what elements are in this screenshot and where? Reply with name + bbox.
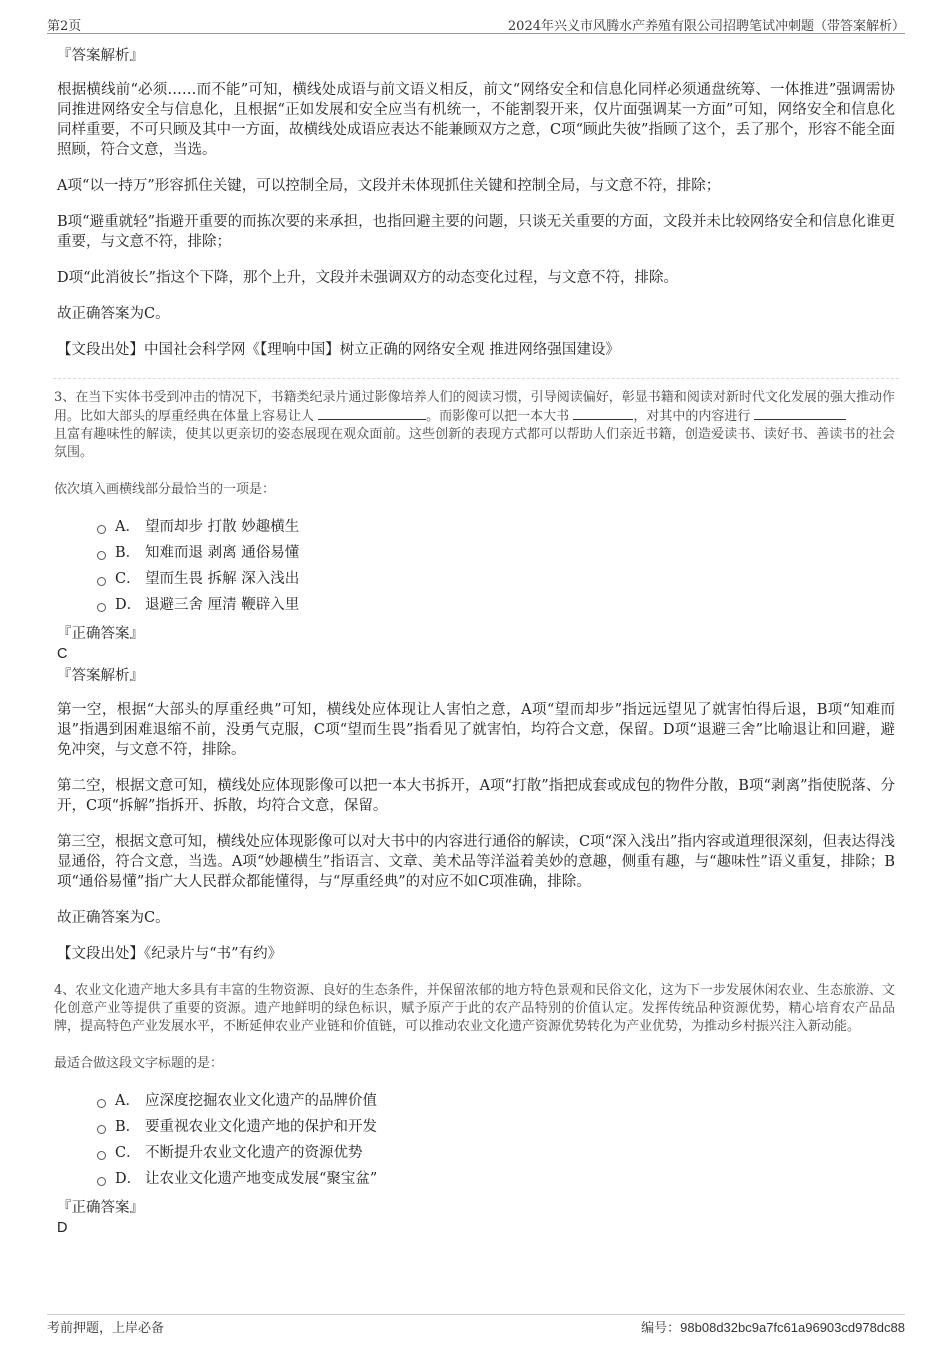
document-code: 编号：98b08d32bc9a7fc61a96903cd978dc88 bbox=[641, 1320, 905, 1336]
fill-blank-3 bbox=[754, 407, 846, 420]
question-4-prompt: 最适合做这段文字标题的是： bbox=[54, 1056, 224, 1071]
answer-analysis-label: 『答案解析』 bbox=[57, 48, 144, 64]
radio-icon[interactable] bbox=[97, 1125, 106, 1134]
question-3-text: 3、在当下实体书受到冲击的情况下，书籍类纪录片通过影像培养人们的阅读习惯，引导阅读偏好，彰显书籍和阅读对新时代文化发展的强大推动作用。比如大部头的厚重经典在体量上容易让人 。而影像可以把一本大书 ，对其中的内容进行 且富有趣味性的解读，使其以更亲切的姿态展现在观众面前。这些创新的表现方式都可以帮助人们亲近书籍，创造爱读书、读好书、善读书的社会氛围。 bbox=[54, 390, 895, 460]
analysis-paragraph: 第二空，根据文意可知，横线处应体现影像可以把一本大书拆开，A项“打散”指把成套或成包的物件分散，B项“剥离”指使脱落、分开，C项“拆解”指拆开、拆散，均符合文意，保留。 bbox=[57, 778, 895, 814]
footer-slogan: 考前押题，上岸必备 bbox=[47, 1321, 165, 1336]
option-b[interactable]: B． 知难而退 剥离 通俗易懂 bbox=[97, 540, 895, 566]
page-footer bbox=[47, 1314, 905, 1338]
radio-icon[interactable] bbox=[97, 1177, 106, 1186]
analysis-paragraph: B项“避重就轻”指避开重要的而拣次要的来承担，也指回避主要的问题，只谈无关重要的方面，文段并未比较网络安全和信息化谁更重要，与文意不符，排除； bbox=[57, 214, 895, 250]
question-3-prompt: 依次填入画横线部分最恰当的一项是： bbox=[54, 482, 276, 497]
analysis-paragraph: 第三空，根据文意可知，横线处应体现影像可以对大书中的内容进行通俗的解读，C项“深入浅出”指内容或道理很深刻，但表达得浅显通俗，符合文意，当选。A项“妙趣横生”指语言、文章、美术品等洋溢着美妙的意趣，侧重有趣，与“趣味性”语义重复，排除；B项“通俗易懂”指广大人民群众都能懂得，与“厚重经典”的对应不如C项准确，排除。 bbox=[57, 834, 895, 890]
option-b[interactable]: B． 要重视农业文化遗产地的保护和开发 bbox=[97, 1114, 895, 1140]
page-header bbox=[47, 13, 905, 34]
analysis-conclusion: 故正确答案为C。 bbox=[57, 306, 170, 322]
question-divider bbox=[53, 378, 899, 379]
radio-icon[interactable] bbox=[97, 1151, 106, 1160]
passage-source: 【文段出处】中国社会科学网《【理响中国】树立正确的网络安全观 推进网络强国建设》 bbox=[57, 342, 620, 358]
option-c[interactable]: C． 不断提升农业文化遗产的资源优势 bbox=[97, 1140, 895, 1166]
page-number: 第2页 bbox=[47, 19, 82, 34]
option-a[interactable]: A． 望而却步 打散 妙趣横生 bbox=[97, 514, 895, 540]
correct-answer: D bbox=[57, 1220, 68, 1236]
question-4-text: 4、农业文化遗产地大多具有丰富的生物资源、良好的生态条件，并保留浓郁的地方特色景观和民俗文化，这为下一步发展休闲农业、生态旅游、文化创意产业等提供了重要的资源。遗产地鲜明的绿色标识，赋予原产于此的农产品特别的价值认定。发挥传统品种资源优势，精心培育农产品品牌，提高特色产业发展水平，不断延伸农业产业链和价值链，可以推动农业文化遗产资源优势转化为产业优势，为推动乡村振兴注入新动能。 bbox=[54, 983, 895, 1034]
radio-icon[interactable] bbox=[97, 577, 106, 586]
analysis-paragraph: A项“以一持万”形容抓住关键，可以控制全局，文段并未体现抓住关键和控制全局，与文意不符，排除； bbox=[57, 178, 721, 194]
option-c[interactable]: C． 望而生畏 拆解 深入浅出 bbox=[97, 566, 895, 592]
radio-icon[interactable] bbox=[97, 1099, 106, 1108]
fill-blank-1 bbox=[318, 407, 426, 420]
question-4-options bbox=[97, 1088, 895, 1192]
analysis-paragraph: D项“此消彼长”指这个下降，那个上升，文段并未强调双方的动态变化过程，与文意不符，排除。 bbox=[57, 270, 678, 286]
correct-answer-label: 『正确答案』 bbox=[57, 1200, 144, 1216]
page-content bbox=[54, 40, 895, 1240]
option-d[interactable]: D． 让农业文化遗产地变成发展“聚宝盆” bbox=[97, 1166, 895, 1192]
passage-source: 【文段出处】《纪录片与“书”有约》 bbox=[57, 946, 283, 962]
fill-blank-2 bbox=[573, 407, 633, 420]
analysis-paragraph: 第一空，根据“大部头的厚重经典”可知，横线处应体现让人害怕之意，A项“望而却步”指远远望见了就害怕得后退，B项“知难而退”指遇到困难退缩不前，没勇气克服，C项“望而生畏”指看见了就害怕，均符合文意，保留。D项“退避三舍”比喻退让和回避，避免冲突，与文意不符，排除。 bbox=[57, 702, 895, 758]
question-3-options bbox=[97, 514, 895, 618]
radio-icon[interactable] bbox=[97, 551, 106, 560]
answer-analysis-label: 『答案解析』 bbox=[57, 668, 144, 684]
radio-icon[interactable] bbox=[97, 525, 106, 534]
analysis-conclusion: 故正确答案为C。 bbox=[57, 910, 170, 926]
option-a[interactable]: A． 应深度挖掘农业文化遗产的品牌价值 bbox=[97, 1088, 895, 1114]
correct-answer-label: 『正确答案』 bbox=[57, 626, 144, 642]
option-d[interactable]: D． 退避三舍 厘清 鞭辟入里 bbox=[97, 592, 895, 618]
document-title: 2024年兴义市风腾水产养殖有限公司招聘笔试冲刺题（带答案解析） bbox=[507, 19, 905, 34]
analysis-paragraph: 根据横线前“必须……而不能”可知，横线处成语与前文语义相反，前文“网络安全和信息化同样必须通盘统筹、一体推进”强调需协同推进网络安全与信息化，且根据“正如发展和安全应当有机统一，不能割裂开来，仅片面强调某一方面”可知，网络安全和信息化同样重要，不可只顾及其中一方面，故横线处成语应表达不能兼顾双方之意，C项“顾此失彼”指顾了这个，丢了那个，形容不能全面照顾，符合文意，当选。 bbox=[57, 82, 895, 158]
correct-answer: C bbox=[57, 646, 68, 662]
radio-icon[interactable] bbox=[97, 603, 106, 612]
